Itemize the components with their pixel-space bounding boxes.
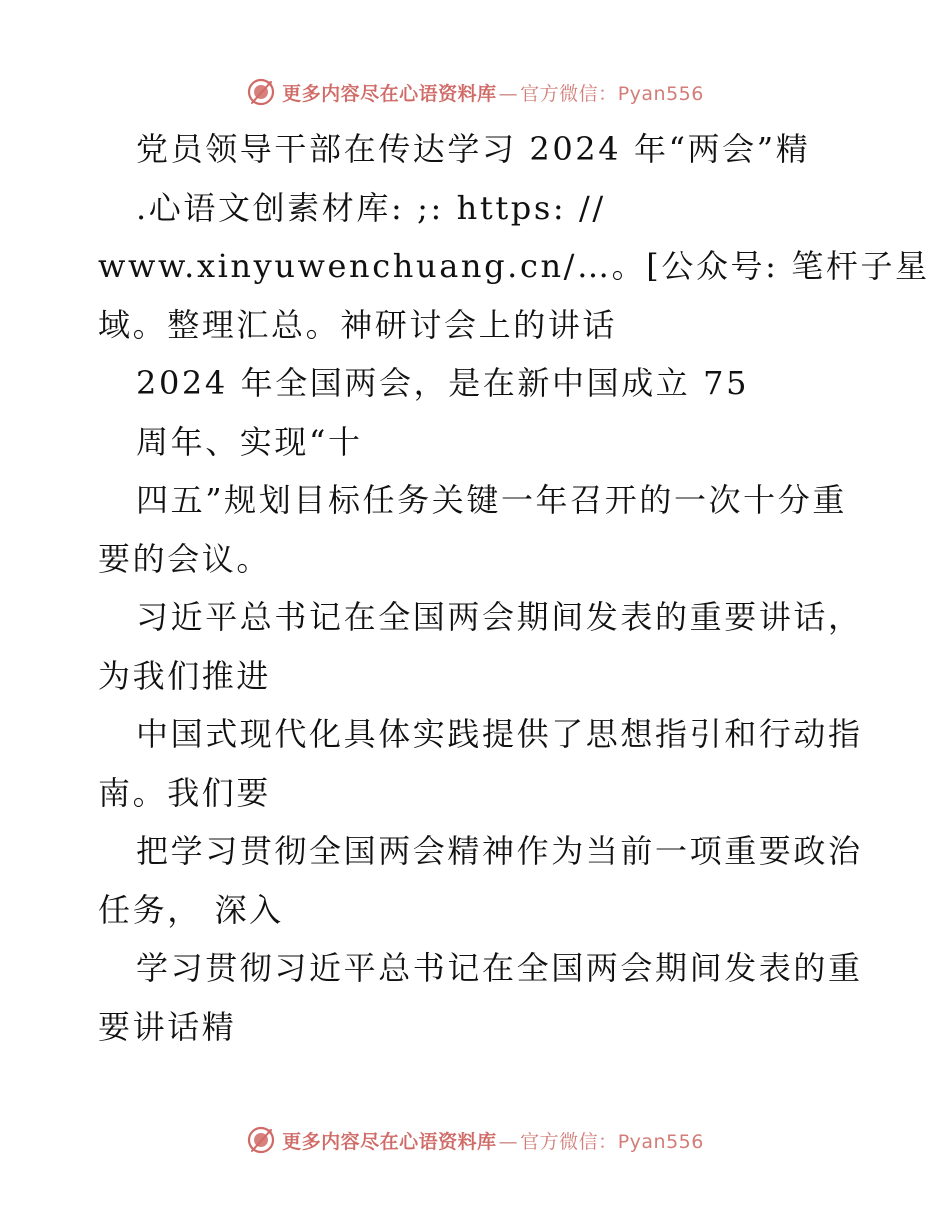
header-watermark	[0, 72, 950, 112]
text-line: 学习贯彻习近平总书记在全国两会期间发表的重	[136, 949, 863, 987]
watermark-sub: 官方微信：	[520, 1130, 618, 1153]
text-line: 2024 年全国两会，是在新中国成立 75	[136, 364, 750, 402]
text-line: 周年、实现“十	[136, 422, 363, 461]
watermark-main: 更多内容尽在心语资料库	[282, 82, 497, 105]
watermark-main: 更多内容尽在心语资料库	[282, 1130, 497, 1153]
text-line: 党员领导干部在传达学习 2024 年“两会”精	[136, 130, 811, 168]
text-line: 习近平总书记在全国两会期间发表的重要讲话，	[136, 598, 863, 636]
watermark-text	[282, 79, 704, 106]
document-body	[98, 120, 930, 1056]
text-line: 任务， 深入	[98, 890, 284, 929]
watermark-id: Pyan556	[617, 82, 704, 105]
text-line: www.xinyuwenchuang.cn/…。[公众号: 笔杆子星	[98, 247, 930, 285]
quill-logo-icon	[246, 77, 276, 107]
watermark-separator: —	[498, 82, 519, 105]
text-line: 四五”规划目标任务关键一年召开的一次十分重	[136, 481, 847, 519]
watermark-separator: —	[498, 1130, 519, 1153]
text-line: 要讲话精	[98, 1007, 237, 1046]
text-line: 把学习贯彻全国两会精神作为当前一项重要政治	[136, 832, 863, 870]
text-line: 要的会议。	[98, 539, 272, 578]
watermark-text	[282, 1127, 704, 1154]
footer-watermark	[0, 1120, 950, 1160]
watermark-sub: 官方微信：	[520, 82, 618, 105]
text-line: 南。我们要	[98, 773, 272, 812]
text-line: 为我们推进	[98, 656, 272, 695]
text-line: .心语文创素材库: ;: https: //	[136, 188, 606, 227]
text-line: 域。整理汇总。神研讨会上的讲话	[98, 305, 618, 344]
watermark-id: Pyan556	[617, 1130, 704, 1153]
text-line: 中国式现代化具体实践提供了思想指引和行动指	[136, 715, 863, 753]
quill-logo-icon	[246, 1125, 276, 1155]
